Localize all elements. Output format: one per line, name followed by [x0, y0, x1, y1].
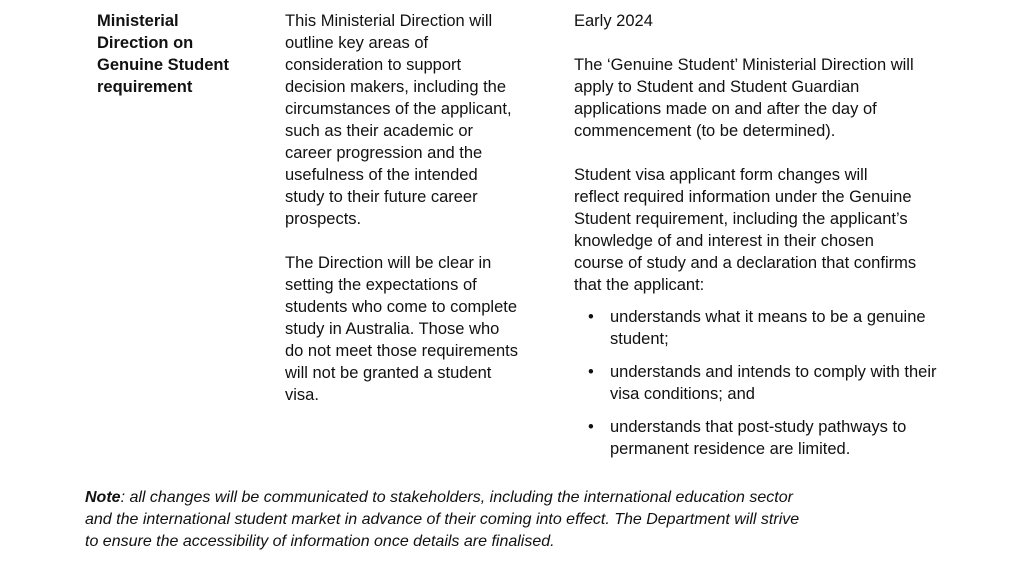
text-line: course of study and a declaration that confirms [574, 254, 917, 272]
text-line: setting the expectations of [285, 276, 477, 294]
text-line: The ‘Genuine Student’ Ministerial Direction will [574, 56, 914, 74]
text-line: that the applicant: [574, 276, 705, 294]
text-line: student; [610, 330, 669, 348]
text-line: understands what it means to be a genuine [610, 308, 926, 326]
row-heading-line: requirement [97, 78, 193, 96]
description-paragraph-2 [285, 252, 560, 406]
text-line: consideration to support [285, 56, 462, 74]
text-line: decision makers, including the [285, 78, 507, 96]
text-line: understands that post-study pathways to [610, 418, 907, 436]
bullet-icon: • [588, 308, 594, 326]
timing-paragraph-2 [574, 164, 999, 296]
text-line: visa conditions; and [610, 385, 755, 403]
list-item [574, 306, 999, 350]
text-line: circumstances of the applicant, [285, 100, 512, 118]
note-line: to ensure the accessibility of information once details are finalised. [85, 533, 555, 550]
text-line: permanent residence are limited. [610, 440, 851, 458]
note-label: Note [85, 489, 121, 506]
note-paragraph [85, 487, 965, 553]
note-line: and the international student market in advance of their coming into effect. The Department will strive [85, 511, 800, 528]
note-text: : all changes will be communicated to stakeholders, including the international education sector [120, 489, 793, 506]
list-item [574, 361, 999, 405]
text-line: applications made on and after the day of [574, 100, 877, 118]
row-heading-line: Ministerial [97, 12, 179, 30]
row-heading-line: Genuine Student [97, 56, 229, 74]
text-line: knowledge of and interest in their chosen [574, 232, 874, 250]
row-heading [97, 10, 267, 98]
text-line: This Ministerial Direction will [285, 12, 493, 30]
text-line: commencement (to be determined). [574, 122, 836, 140]
text-line: understands and intends to comply with their [610, 363, 937, 381]
list-item [574, 416, 999, 460]
text-line: prospects. [285, 210, 362, 228]
timing-cell [574, 10, 999, 471]
note-line [85, 487, 965, 509]
text-line: visa. [285, 386, 319, 404]
paragraph-gap [285, 230, 560, 252]
text-line: outline key areas of [285, 34, 429, 52]
paragraph-gap [574, 32, 999, 54]
text-line: study in Australia. Those who [285, 320, 500, 338]
text-line: study to their future career [285, 188, 478, 206]
text-line: usefulness of the intended [285, 166, 478, 184]
row-heading-line: Direction on [97, 34, 194, 52]
timing-date: Early 2024 [574, 12, 653, 30]
text-line: do not meet those requirements [285, 342, 518, 360]
description-cell [285, 10, 560, 406]
requirement-list [574, 306, 999, 460]
text-line: reflect required information under the Genuine [574, 188, 912, 206]
bullet-icon: • [588, 418, 594, 436]
text-line: Student visa applicant form changes will [574, 166, 868, 184]
description-paragraph-1 [285, 10, 560, 230]
text-line: students who come to complete [285, 298, 518, 316]
text-line: Student requirement, including the applicant’s [574, 210, 908, 228]
text-line: will not be granted a student [285, 364, 492, 382]
text-line: The Direction will be clear in [285, 254, 492, 272]
text-line: career progression and the [285, 144, 483, 162]
paragraph-gap [574, 142, 999, 164]
bullet-icon: • [588, 363, 594, 381]
text-line: such as their academic or [285, 122, 474, 140]
text-line: apply to Student and Student Guardian [574, 78, 860, 96]
timing-paragraph-1 [574, 54, 999, 142]
